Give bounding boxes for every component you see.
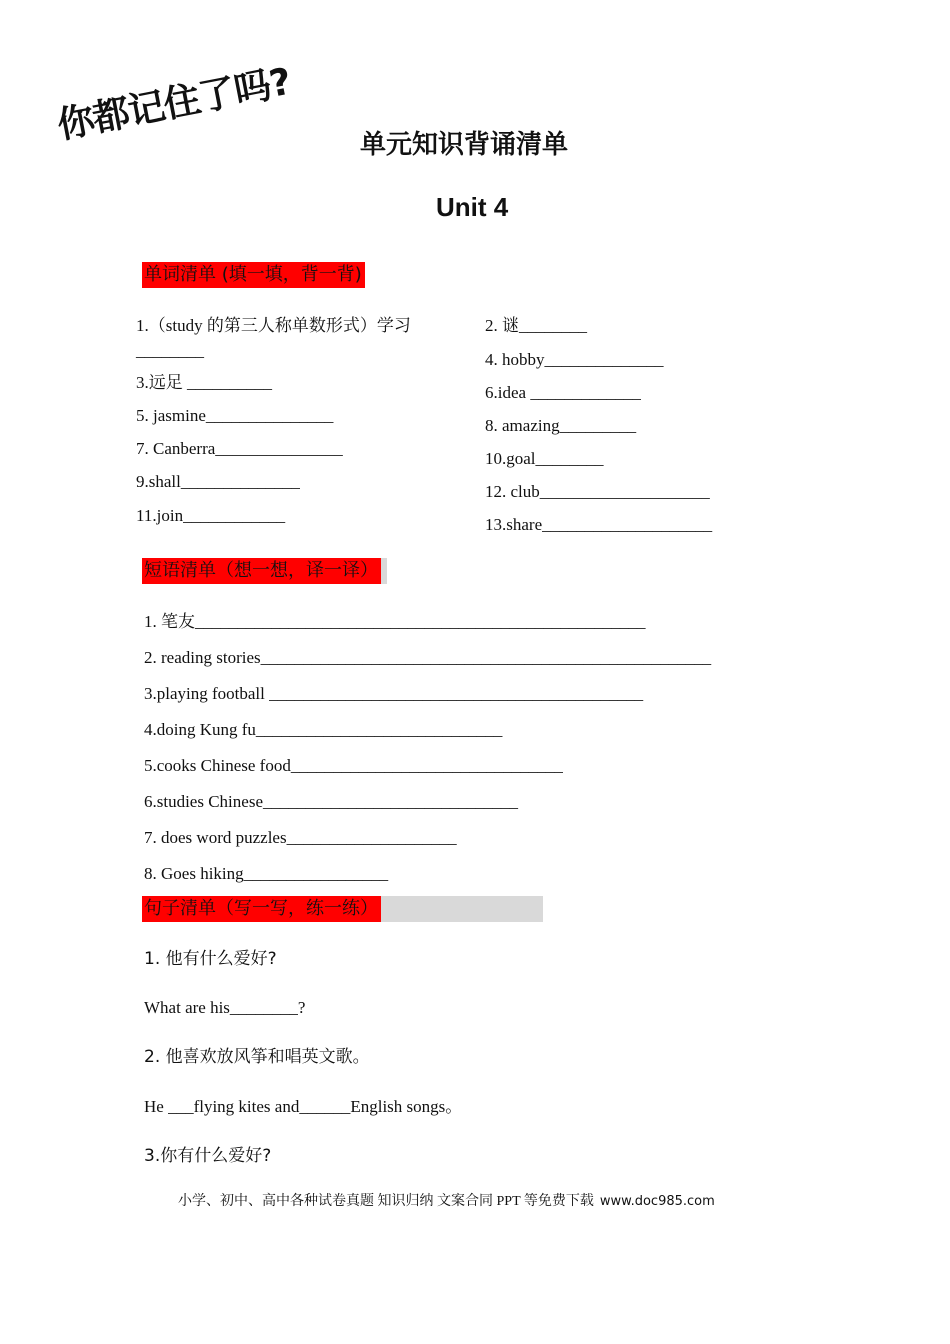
sentence-item-1-en: What are his________? [144, 998, 306, 1017]
phrase-item-6: 6.studies Chinese______________________________ [144, 792, 518, 811]
phrase-item-7: 7. does word puzzles____________________ [144, 828, 457, 847]
footer-url[interactable]: www.doc985.com [599, 1194, 715, 1209]
footer-text: 小学、初中、高中各种试卷真题 知识归纳 文案合同 PPT 等免费下载 [178, 1194, 594, 1209]
phrase-item-4: 4.doing Kung fu_____________________________ [144, 720, 503, 739]
unit-heading: Unit 4 [436, 192, 509, 222]
section-phrases-heading [142, 558, 387, 584]
word-item-8: 8. amazing_________ [485, 416, 637, 435]
sentence-item-2-en: He ___flying kites and______English songs。 [144, 1097, 463, 1116]
word-item-5: 5. jasmine_______________ [136, 406, 334, 425]
footer [178, 1190, 715, 1210]
section-words-label: 单词清单 (填一填，背一背) [142, 262, 365, 288]
word-item-9: 9.shall______________ [136, 472, 300, 491]
word-item-1-blank: ________ [136, 341, 204, 360]
sentence-item-1-cn: 1. 他有什么爱好? [144, 949, 277, 969]
word-item-3: 3.远足 __________ [136, 373, 272, 392]
word-item-7: 7. Canberra_______________ [136, 439, 343, 458]
word-item-12: 12. club____________________ [485, 482, 710, 501]
sentence-item-3-cn: 3.你有什么爱好? [144, 1146, 272, 1166]
section-sentences-label: 句子清单（写一写，练一练） [142, 896, 381, 922]
word-item-10: 10.goal________ [485, 449, 604, 468]
page-title: 单元知识背诵清单 [360, 130, 569, 160]
sentence-item-2-cn: 2. 他喜欢放风筝和唱英文歌。 [144, 1047, 370, 1067]
word-item-13: 13.share____________________ [485, 515, 713, 534]
word-item-2: 2. 谜________ [485, 316, 587, 335]
word-item-11: 11.join____________ [136, 506, 286, 525]
phrase-item-2: 2. reading stories_____________________________________________________ [144, 648, 712, 667]
section-words-heading [142, 262, 365, 288]
word-item-4: 4. hobby______________ [485, 350, 664, 369]
slogan: 你都记住了吗? [53, 59, 295, 148]
word-item-6: 6.idea _____________ [485, 383, 641, 402]
word-item-1: 1.（study 的第三人称单数形式）学习 [136, 316, 411, 335]
phrase-item-5: 5.cooks Chinese food________________________________ [144, 756, 563, 775]
section-phrases-label: 短语清单（想一想，译一译） [142, 558, 381, 584]
phrase-item-1: 1. 笔友_____________________________________________________ [144, 612, 646, 631]
section-sentences-heading [142, 896, 543, 922]
phrase-item-3: 3.playing football ____________________________________________ [144, 684, 644, 703]
phrase-item-8: 8. Goes hiking_________________ [144, 864, 389, 883]
